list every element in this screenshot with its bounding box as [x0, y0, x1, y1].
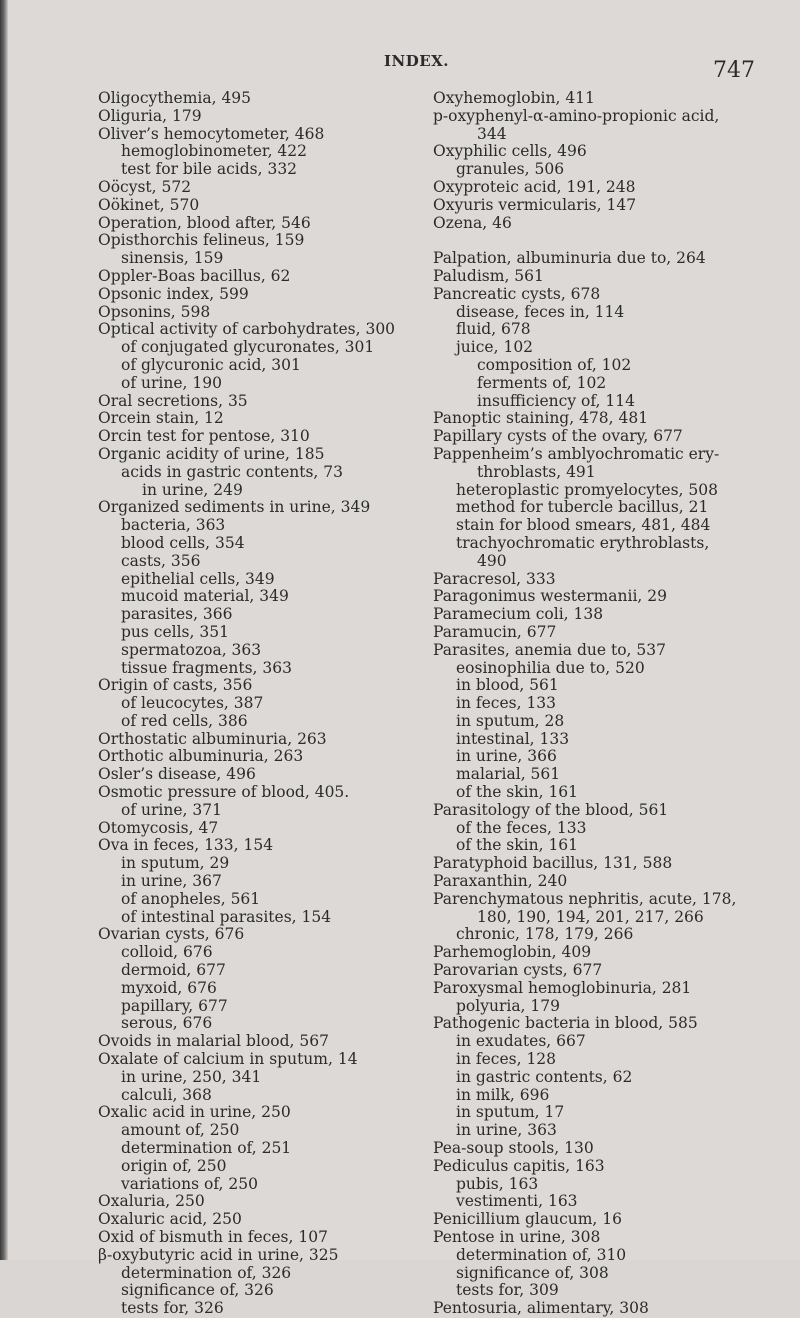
index-subentry: disease, feces in, 114 [456, 302, 625, 321]
index-entry: Penicillium glaucum, 16 [433, 1210, 623, 1229]
index-subentry: origin of, 250 [121, 1156, 227, 1175]
index-subentry: method for tubercle bacillus, 21 [456, 498, 709, 517]
index-subentry: pubis, 163 [456, 1174, 539, 1193]
index-subentry: variations of, 250 [121, 1174, 258, 1193]
index-entry: Oxyhemoglobin, 411 [433, 89, 595, 107]
index-subentry: trachyochromatic erythroblasts, [456, 533, 710, 552]
index-subentry: of urine, 190 [121, 373, 222, 392]
index-subentry: chronic, 178, 179, 266 [456, 925, 634, 944]
index-page [8, 0, 800, 1318]
page-header-title: INDEX. [384, 52, 450, 70]
index-subentry: tests for, 309 [456, 1281, 559, 1300]
index-entry: Orthotic albuminuria, 263 [98, 747, 304, 766]
index-entry: Oligocythemia, 495 [98, 89, 252, 107]
index-entry: Paramucin, 677 [433, 622, 557, 641]
index-subentry: heteroplastic promyelocytes, 508 [456, 480, 718, 499]
index-entry: Osler’s disease, 496 [98, 765, 256, 784]
index-entry: Paratyphoid bacillus, 131, 588 [433, 854, 673, 873]
index-subentry: sinensis, 159 [121, 249, 224, 268]
page-number: 747 [713, 58, 755, 83]
index-subentry: in sputum, 17 [456, 1103, 565, 1122]
index-entry: Pathogenic bacteria in blood, 585 [433, 1014, 698, 1033]
index-entry: Oöcyst, 572 [98, 177, 192, 196]
index-subentry: in urine, 250, 341 [121, 1067, 262, 1086]
index-entry: Oxid of bismuth in feces, 107 [98, 1228, 328, 1246]
index-subentry: colloid, 676 [121, 943, 213, 962]
index-entry: Oppler-Boas bacillus, 62 [98, 266, 291, 285]
index-subentry: hemoglobinometer, 422 [121, 142, 308, 161]
index-subentry: 490 [477, 551, 507, 570]
index-subentry: in urine, 363 [456, 1121, 557, 1140]
index-subentry: determination of, 310 [456, 1245, 627, 1264]
index-subentry: of conjugated glycuronates, 301 [121, 338, 375, 357]
index-entry: Oliguria, 179 [98, 106, 202, 125]
index-entry: Ozena, 46 [433, 213, 512, 232]
index-subentry: spermatozoa, 363 [121, 640, 262, 659]
index-entry: p-oxyphenyl-α-amino-propionic acid, [433, 106, 720, 125]
index-subentry: vestimenti, 163 [456, 1192, 578, 1211]
index-subentry: throblasts, 491 [477, 462, 596, 481]
index-subentry: eosinophilia due to, 520 [456, 658, 645, 677]
index-subentry: of red cells, 386 [121, 711, 248, 730]
index-entry: Osmotic pressure of blood, 405. [98, 783, 350, 802]
index-subentry: of the feces, 133 [456, 818, 587, 837]
index-subentry: 344 [477, 124, 507, 143]
index-entry: Oxaluric acid, 250 [98, 1210, 242, 1229]
index-subentry: of urine, 371 [121, 800, 222, 819]
index-entry: Ovoids in malarial blood, 567 [98, 1032, 329, 1051]
index-subentry: bacteria, 363 [121, 516, 226, 535]
index-subentry: myxoid, 676 [121, 978, 217, 997]
index-subentry: ferments of, 102 [477, 373, 607, 392]
index-entry: Oxalic acid in urine, 250 [98, 1103, 291, 1122]
index-subentry: in feces, 128 [456, 1050, 557, 1069]
index-subentry: fluid, 678 [456, 320, 531, 339]
index-subentry: determination of, 251 [121, 1139, 292, 1158]
index-subentry: granules, 506 [456, 160, 565, 179]
index-entry: Pea-soup stools, 130 [433, 1139, 594, 1158]
index-subentry: polyuria, 179 [456, 996, 560, 1015]
index-entry: Oxaluria, 250 [98, 1192, 205, 1211]
index-subentry: papillary, 677 [121, 996, 228, 1015]
index-subentry: in exudates, 667 [456, 1032, 586, 1051]
index-subentry: of intestinal parasites, 154 [121, 907, 332, 926]
index-subentry: calculi, 368 [121, 1085, 212, 1104]
index-subentry: acids in gastric contents, 73 [121, 462, 344, 481]
index-subentry: in milk, 696 [456, 1085, 550, 1104]
index-entry: Oral secretions, 35 [98, 391, 248, 410]
index-entry: Paludism, 561 [433, 266, 544, 285]
index-subentry: amount of, 250 [121, 1121, 240, 1140]
index-subentry: juice, 102 [456, 338, 534, 357]
index-entry: Oxyproteic acid, 191, 248 [433, 177, 636, 196]
index-entry: Pancreatic cysts, 678 [433, 284, 601, 303]
index-entry: Ova in feces, 133, 154 [98, 836, 274, 855]
index-entry: Opisthorchis felineus, 159 [98, 231, 305, 250]
index-subentry: in gastric contents, 62 [456, 1067, 633, 1086]
index-entry: Oxyphilic cells, 496 [433, 142, 587, 161]
index-subentry: of anopheles, 561 [121, 889, 261, 908]
index-entry: Parovarian cysts, 677 [433, 961, 603, 980]
index-subentry: 180, 190, 194, 201, 217, 266 [477, 907, 704, 926]
index-entry: Oliver’s hemocytometer, 468 [98, 124, 325, 143]
index-entry: Ovarian cysts, 676 [98, 925, 245, 944]
index-subentry: insufficiency of, 114 [477, 391, 635, 410]
index-subentry: tissue fragments, 363 [121, 658, 292, 677]
index-entry: Pappenheim’s amblyochromatic ery- [433, 444, 720, 463]
index-entry: Paroxysmal hemoglobinuria, 281 [433, 978, 692, 997]
index-subentry: stain for blood smears, 481, 484 [456, 516, 711, 535]
index-entry: Panoptic staining, 478, 481 [433, 409, 649, 428]
index-subentry: in urine, 249 [142, 480, 243, 499]
index-entry: Oökinet, 570 [98, 195, 200, 214]
index-entry: Pentose in urine, 308 [433, 1228, 601, 1246]
index-column-left [98, 90, 428, 1318]
index-entry: Parasitology of the blood, 561 [433, 800, 669, 819]
index-entry: Organic acidity of urine, 185 [98, 444, 325, 463]
index-entry: Orthostatic albuminuria, 263 [98, 729, 327, 748]
index-entry: Opsonic index, 599 [98, 284, 249, 303]
index-entry: Papillary cysts of the ovary, 677 [433, 427, 683, 446]
index-entry: Operation, blood after, 546 [98, 213, 311, 232]
index-subentry: blood cells, 354 [121, 533, 245, 552]
index-entry: Organized sediments in urine, 349 [98, 498, 371, 517]
index-subentry: tests for, 326 [121, 1299, 224, 1318]
index-subentry: intestinal, 133 [456, 729, 570, 748]
index-entry: Pediculus capitis, 163 [433, 1156, 605, 1175]
index-entry: Optical activity of carbohydrates, 300 [98, 320, 396, 339]
index-entry: Parasites, anemia due to, 537 [433, 640, 666, 659]
index-subentry: epithelial cells, 349 [121, 569, 275, 588]
index-entry: Oxalate of calcium in sputum, 14 [98, 1050, 358, 1069]
index-entry: Orcin test for pentose, 310 [98, 427, 310, 446]
index-entry: Paracresol, 333 [433, 569, 556, 588]
index-subentry: in blood, 561 [456, 676, 559, 695]
index-entry: Opsonins, 598 [98, 302, 211, 321]
index-subentry: in sputum, 29 [121, 854, 230, 873]
index-column-right [433, 90, 778, 1318]
index-entry: Parhemoglobin, 409 [433, 943, 592, 962]
index-subentry: in feces, 133 [456, 694, 557, 713]
index-subentry: serous, 676 [121, 1014, 213, 1033]
index-subentry: of glycuronic acid, 301 [121, 355, 301, 374]
index-entry: Origin of casts, 356 [98, 676, 253, 695]
index-subentry: determination of, 326 [121, 1263, 292, 1282]
index-entry: Otomycosis, 47 [98, 818, 219, 837]
index-entry: Oxyuris vermicularis, 147 [433, 195, 637, 214]
index-subentry: in urine, 367 [121, 872, 222, 891]
index-subentry: mucoid material, 349 [121, 587, 289, 606]
index-entry: Paraxanthin, 240 [433, 872, 568, 891]
index-entry: Paramecium coli, 138 [433, 605, 604, 624]
index-entry: Orcein stain, 12 [98, 409, 224, 428]
index-subentry: dermoid, 677 [121, 961, 226, 980]
index-subentry: of the skin, 161 [456, 836, 579, 855]
index-subentry: of the skin, 161 [456, 783, 579, 802]
index-entry: Paragonimus westermanii, 29 [433, 587, 667, 606]
index-entry: Palpation, albuminuria due to, 264 [433, 249, 706, 268]
index-subentry: pus cells, 351 [121, 622, 229, 641]
index-subentry: composition of, 102 [477, 355, 632, 374]
index-subentry: significance of, 326 [121, 1281, 274, 1300]
book-gutter-edge [0, 0, 8, 1260]
index-subentry: malarial, 561 [456, 765, 561, 784]
index-subentry: parasites, 366 [121, 605, 233, 624]
index-entry: Pentosuria, alimentary, 308 [433, 1299, 649, 1318]
index-subentry: significance of, 308 [456, 1263, 609, 1282]
index-subentry: test for bile acids, 332 [121, 160, 298, 179]
index-entry: Parenchymatous nephritis, acute, 178, [433, 889, 737, 908]
index-subentry: of leucocytes, 387 [121, 694, 264, 713]
index-subentry: in urine, 366 [456, 747, 557, 766]
index-subentry: casts, 356 [121, 551, 201, 570]
index-subentry: in sputum, 28 [456, 711, 565, 730]
index-entry: β-oxybutyric acid in urine, 325 [98, 1245, 339, 1264]
